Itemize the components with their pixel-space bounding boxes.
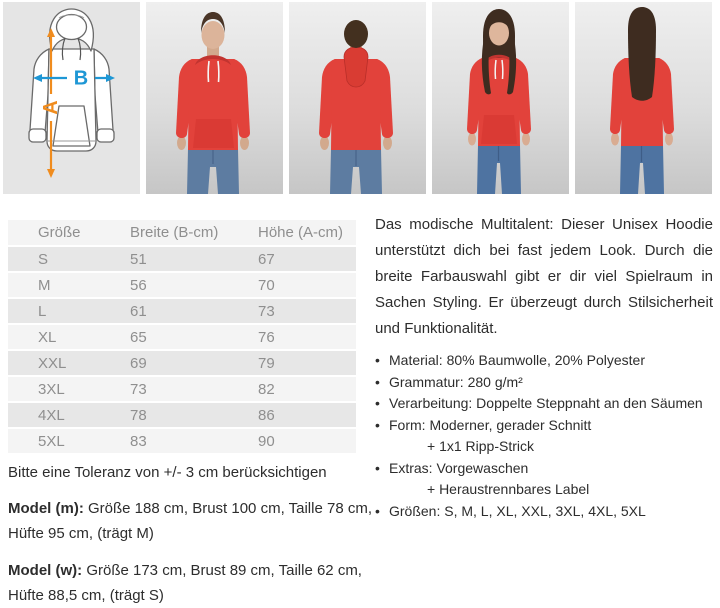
bullet-icon: • xyxy=(375,416,380,433)
feature-text: Extras: Vorgewaschen xyxy=(389,459,529,476)
feature-text: Verarbeitung: Doppelte Steppnaht an den Säumen xyxy=(389,395,703,411)
woman-front-illustration xyxy=(432,2,569,194)
cell-height: 90 xyxy=(258,432,275,450)
table-row xyxy=(8,247,356,271)
cell-height: 70 xyxy=(258,276,275,294)
feature-item xyxy=(375,415,713,437)
photo-woman-back[interactable] xyxy=(575,2,712,194)
size-table xyxy=(8,220,356,455)
bullet-icon xyxy=(375,479,389,501)
cell-height: 86 xyxy=(258,406,275,424)
bullet-icon: • xyxy=(375,395,380,411)
cell-size: S xyxy=(38,250,49,268)
feature-item xyxy=(375,393,713,415)
column-header-width: Breite (B-cm) xyxy=(130,224,219,241)
feature-list xyxy=(375,350,713,522)
man-back-illustration xyxy=(289,2,426,194)
cell-width: 69 xyxy=(130,354,147,372)
description-intro: Das modische Multitalent: Dieser Unisex Hoodie unterstützt dich bei fast jedem Look. Durch die breite Farbauswahl gibt er dir viel Spielraum in Sachen Styling. Er überzeugt durch Stilsicherheit und Funktionalität. xyxy=(375,216,713,337)
feature-item xyxy=(375,501,713,523)
woman-back-illustration xyxy=(575,2,712,194)
cell-width: 61 xyxy=(130,302,147,320)
cell-height: 76 xyxy=(258,328,275,346)
feature-item xyxy=(375,350,713,372)
photo-man-front[interactable] xyxy=(146,2,283,194)
cell-height: 82 xyxy=(258,380,275,398)
feature-text: + 1x1 Ripp-Strick xyxy=(427,438,534,454)
cell-size: M xyxy=(38,276,51,294)
cell-height: 79 xyxy=(258,354,275,372)
product-gallery xyxy=(3,2,712,194)
cell-width: 56 xyxy=(130,276,147,294)
feature-text: Form: Moderner, gerader Schnitt xyxy=(389,416,592,433)
feature-item xyxy=(375,372,713,394)
bullet-icon: • xyxy=(375,352,380,368)
measurement-notes xyxy=(8,462,372,608)
model-w-note xyxy=(8,558,372,608)
table-row xyxy=(8,377,356,401)
cell-height: 73 xyxy=(258,302,275,320)
table-row xyxy=(8,351,356,375)
feature-text: Größen: S, M, L, XL, XXL, 3XL, 4XL, 5XL xyxy=(389,502,646,519)
cell-size: 3XL xyxy=(38,380,65,398)
cell-width: 73 xyxy=(130,380,147,398)
feature-item-continuation xyxy=(375,479,713,501)
bullet-icon: • xyxy=(375,502,380,519)
photo-man-back[interactable] xyxy=(289,2,426,194)
feature-item-continuation xyxy=(375,436,713,458)
size-diagram-panel[interactable] xyxy=(3,2,140,194)
bullet-icon xyxy=(375,436,389,458)
cell-size: XL xyxy=(38,328,57,346)
cell-width: 83 xyxy=(130,432,147,450)
bullet-icon: • xyxy=(375,459,380,476)
feature-item xyxy=(375,458,713,480)
man-front-illustration xyxy=(146,2,283,194)
cell-width: 65 xyxy=(130,328,147,346)
model-m-label: Model (m): xyxy=(8,500,84,517)
measure-label-b: B xyxy=(73,67,89,90)
cell-height: 67 xyxy=(258,250,275,268)
size-table-header xyxy=(8,220,356,245)
product-description xyxy=(375,212,713,522)
cell-width: 78 xyxy=(130,406,147,424)
feature-text: + Heraustrennbares Label xyxy=(427,481,590,497)
feature-text: Material: 80% Baumwolle, 20% Polyester xyxy=(389,352,646,368)
tolerance-note: Bitte eine Toleranz von +/- 3 cm berücksichtigen xyxy=(8,464,327,481)
table-row xyxy=(8,299,356,323)
model-w-label: Model (w): xyxy=(8,562,83,579)
cell-size: L xyxy=(38,302,47,320)
column-header-height: Höhe (A-cm) xyxy=(258,224,344,241)
column-header-size: Größe xyxy=(38,224,81,241)
model-m-note xyxy=(8,496,372,546)
table-row xyxy=(8,273,356,297)
photo-woman-front[interactable] xyxy=(432,2,569,194)
table-row xyxy=(8,429,356,453)
model-m-text: Größe 188 cm, Brust 100 cm, Taille 78 cm, Hüfte 95 cm, (trägt M) xyxy=(8,500,372,542)
bullet-icon: • xyxy=(375,373,380,390)
cell-width: 51 xyxy=(130,250,147,268)
hoodie-measure-diagram-icon xyxy=(3,2,140,194)
cell-size: XXL xyxy=(38,354,67,372)
model-w-text: Größe 173 cm, Brust 89 cm, Taille 62 cm, Hüfte 88,5 cm, (trägt S) xyxy=(8,562,362,604)
cell-size: 4XL xyxy=(38,406,65,424)
cell-size: 5XL xyxy=(38,432,65,450)
feature-text: Grammatur: 280 g/m² xyxy=(389,373,523,390)
table-row xyxy=(8,325,356,349)
table-row xyxy=(8,403,356,427)
measure-label-a: A xyxy=(40,100,62,115)
